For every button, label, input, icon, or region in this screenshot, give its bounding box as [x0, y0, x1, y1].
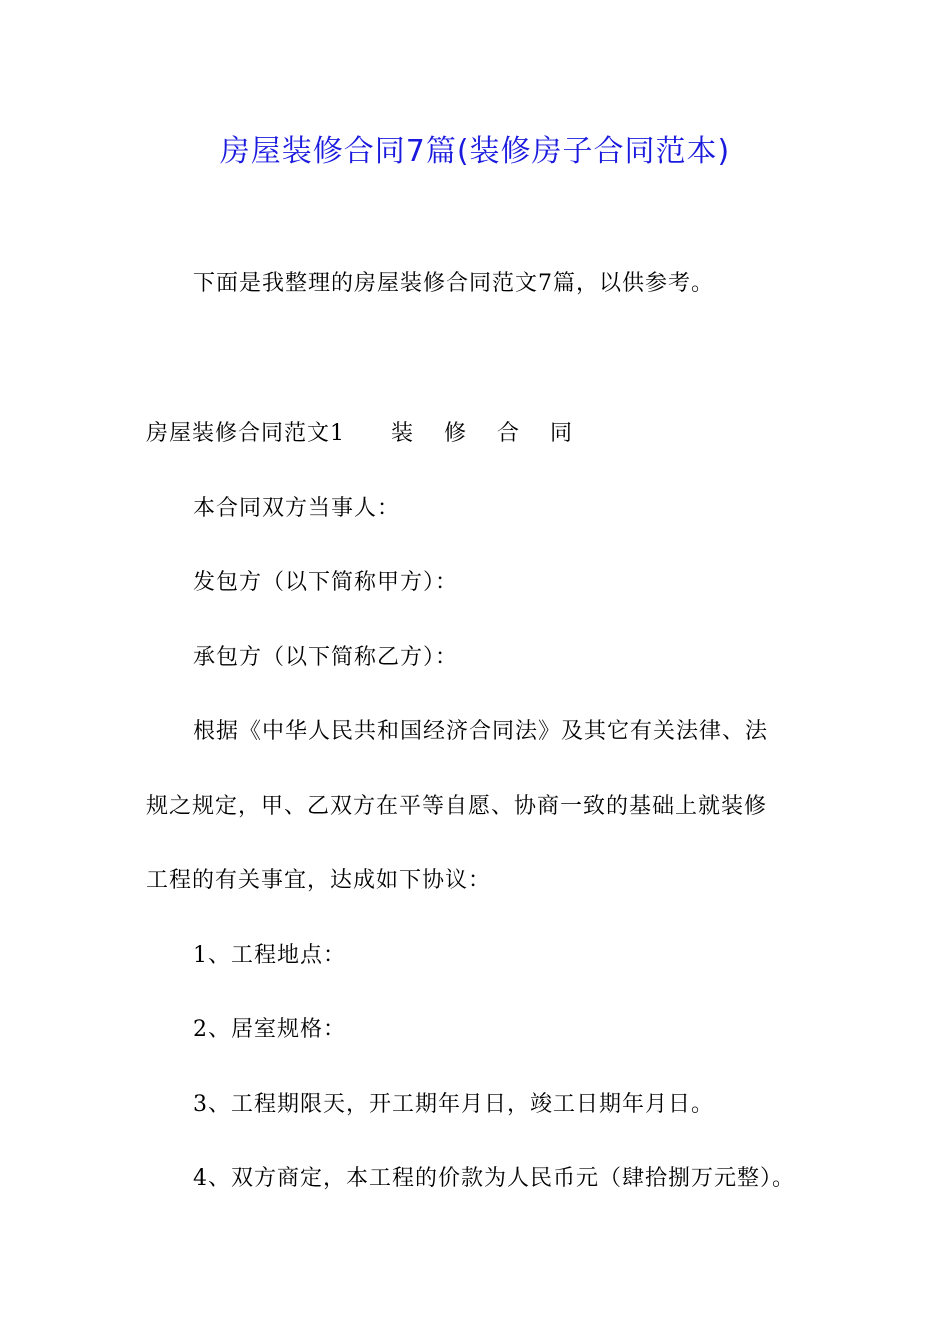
clause-item-2: 2、居室规格：	[193, 1017, 346, 1042]
document-title: 房屋装修合同7篇(装修房子合同范本)	[219, 134, 731, 169]
basis-paragraph-line-3: 工程的有关事宜，达成如下协议：	[146, 868, 492, 893]
party-b-line: 承包方（以下简称乙方）：	[193, 645, 459, 670]
clause-item-4: 4、双方商定，本工程的价款为人民币元（肆拾捌万元整）。	[193, 1166, 795, 1191]
section-heading-line	[146, 418, 584, 450]
basis-paragraph-line-2: 规之规定，甲、乙双方在平等自愿、协商一致的基础上就装修	[146, 794, 768, 819]
intro-text: 下面是我整理的房屋装修合同范文7篇，以供参考。	[193, 271, 714, 296]
contract-heading: 装 修 合 同	[391, 421, 584, 446]
parties-intro: 本合同双方当事人：	[193, 496, 401, 521]
basis-paragraph-line-1: 根据《中华人民共和国经济合同法》及其它有关法律、法	[193, 719, 769, 744]
clause-item-3: 3、工程期限天，开工期年月日，竣工日期年月日。	[193, 1092, 714, 1117]
clause-item-1: 1、工程地点：	[193, 943, 346, 968]
section-label: 房屋装修合同范文1	[146, 421, 345, 446]
party-a-line: 发包方（以下简称甲方）：	[193, 570, 459, 595]
